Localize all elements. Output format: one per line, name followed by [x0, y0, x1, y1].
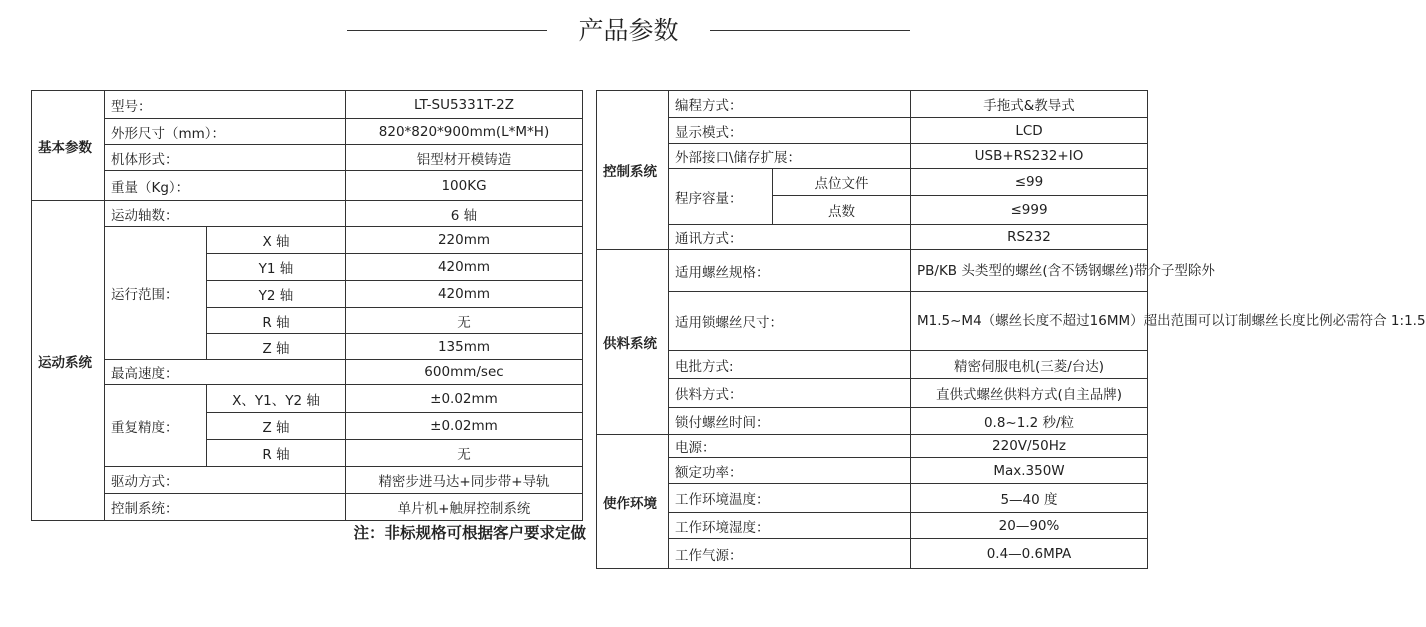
row-value: RS232: [911, 225, 1148, 250]
program-capacity-label: 程序容量：: [669, 169, 773, 225]
row-label: 工作气源：: [669, 539, 911, 569]
row-label: 额定功率：: [669, 458, 911, 484]
group-label-motion: 运动系统: [32, 201, 105, 521]
table-row: [32, 119, 583, 145]
row-value: 820*820*900mm(L*M*H): [346, 119, 583, 145]
title-divider-left: [347, 30, 547, 31]
table-row: [597, 144, 1148, 169]
axis-label: Y2 轴: [207, 281, 346, 308]
spec-table-left: [31, 90, 583, 521]
row-value: 135mm: [346, 334, 583, 360]
group-label-basic: 基本参数: [32, 91, 105, 201]
table-row: [597, 169, 1148, 196]
spec-table-right: [596, 90, 1426, 569]
row-label: 编程方式：: [669, 91, 911, 118]
row-value: 精密伺服电机(三菱/台达): [911, 351, 1148, 379]
row-value: LT-SU5331T-2Z: [346, 91, 583, 119]
table-row: [32, 91, 583, 119]
table-row: [597, 250, 1148, 292]
row-value: 420mm: [346, 254, 583, 281]
row-value: 0.8~1.2 秒/粒: [911, 408, 1148, 435]
table-row: [597, 458, 1148, 484]
table-row: [32, 467, 583, 494]
table-row: [32, 227, 583, 254]
row-label: 重量（Kg）：: [105, 171, 346, 201]
row-label: 型号：: [105, 91, 346, 119]
table-row: [597, 484, 1148, 513]
repeat-label: 重复精度：: [105, 385, 207, 467]
row-value: 铝型材开模铸造: [346, 145, 583, 171]
row-value: ±0.02mm: [346, 413, 583, 440]
row-value: ±0.02mm: [346, 385, 583, 413]
row-label: 通讯方式：: [669, 225, 911, 250]
axis-label: X、Y1、Y2 轴: [207, 385, 346, 413]
row-value: M1.5~M4（螺丝长度不超过16MM）超出范围可以订制螺丝长度比例必需符合 1:1.5: [911, 292, 1148, 351]
row-value: 100KG: [346, 171, 583, 201]
row-value: Max.350W: [911, 458, 1148, 484]
table-row: [32, 201, 583, 227]
table-row: [597, 91, 1148, 118]
title-divider-right: [710, 30, 910, 31]
row-value: ≤999: [911, 196, 1148, 225]
table-row: [32, 385, 583, 413]
row-value: 精密步进马达+同步带+导轨: [346, 467, 583, 494]
row-value: 5—40 度: [911, 484, 1148, 513]
sub-label: 点位文件: [773, 169, 911, 196]
row-label: 电批方式:: [669, 351, 911, 379]
row-value: LCD: [911, 118, 1148, 144]
row-value: 单片机+触屏控制系统: [346, 494, 583, 521]
row-label: 显示模式：: [669, 118, 911, 144]
row-label: 机体形式：: [105, 145, 346, 171]
row-label: 适用锁螺丝尺寸：: [669, 292, 911, 351]
row-label: 锁付螺丝时间：: [669, 408, 911, 435]
axis-label: Z 轴: [207, 413, 346, 440]
row-label: 最高速度：: [105, 360, 346, 385]
customization-note: 注：非标规格可根据客户要求定做: [353, 524, 586, 542]
sub-label: 点数: [773, 196, 911, 225]
row-value: 无: [346, 308, 583, 334]
row-value: 直供式螺丝供料方式(自主品牌): [911, 379, 1148, 408]
row-label: 电源：: [669, 435, 911, 458]
row-value: 无: [346, 440, 583, 467]
axis-label: Y1 轴: [207, 254, 346, 281]
axis-label: Z 轴: [207, 334, 346, 360]
row-label: 驱动方式：: [105, 467, 346, 494]
row-value: 0.4—0.6MPA: [911, 539, 1148, 569]
row-label: 运动轴数：: [105, 201, 346, 227]
row-value: 6 轴: [346, 201, 583, 227]
table-row: [597, 118, 1148, 144]
row-label: 适用螺丝规格：: [669, 250, 911, 292]
table-row: [597, 513, 1148, 539]
row-label: 工作环境湿度：: [669, 513, 911, 539]
table-row: [597, 379, 1148, 408]
row-value: 420mm: [346, 281, 583, 308]
row-label: 外部接口\储存扩展：: [669, 144, 911, 169]
table-row: [32, 360, 583, 385]
table-row: [597, 435, 1148, 458]
row-value: 手拖式&教导式: [911, 91, 1148, 118]
row-label: 外形尺寸（mm）：: [105, 119, 346, 145]
table-row: [597, 225, 1148, 250]
table-row: [597, 408, 1148, 435]
group-label-env: 使作环境: [597, 435, 669, 569]
row-value: PB/KB 头类型的螺丝(含不锈钢螺丝)带介子型除外: [911, 250, 1148, 292]
table-row: [597, 539, 1148, 569]
table-row: [597, 351, 1148, 379]
row-value: 20—90%: [911, 513, 1148, 539]
row-value: ≤99: [911, 169, 1148, 196]
group-label-feed: 供料系统: [597, 250, 669, 435]
row-value: 220V/50Hz: [911, 435, 1148, 458]
table-row: [597, 292, 1148, 351]
axis-label: R 轴: [207, 440, 346, 467]
table-row: [32, 171, 583, 201]
range-label: 运行范围：: [105, 227, 207, 360]
group-label-control: 控制系统: [597, 91, 669, 250]
row-label: 控制系统：: [105, 494, 346, 521]
row-label: 供料方式：: [669, 379, 911, 408]
row-value: USB+RS232+IO: [911, 144, 1148, 169]
page-title: 产品参数: [578, 16, 679, 45]
axis-label: R 轴: [207, 308, 346, 334]
table-row: [32, 145, 583, 171]
row-value: 600mm/sec: [346, 360, 583, 385]
row-label: 工作环境温度：: [669, 484, 911, 513]
row-value: 220mm: [346, 227, 583, 254]
table-row: [32, 494, 583, 521]
page-header: [0, 12, 1224, 52]
axis-label: X 轴: [207, 227, 346, 254]
